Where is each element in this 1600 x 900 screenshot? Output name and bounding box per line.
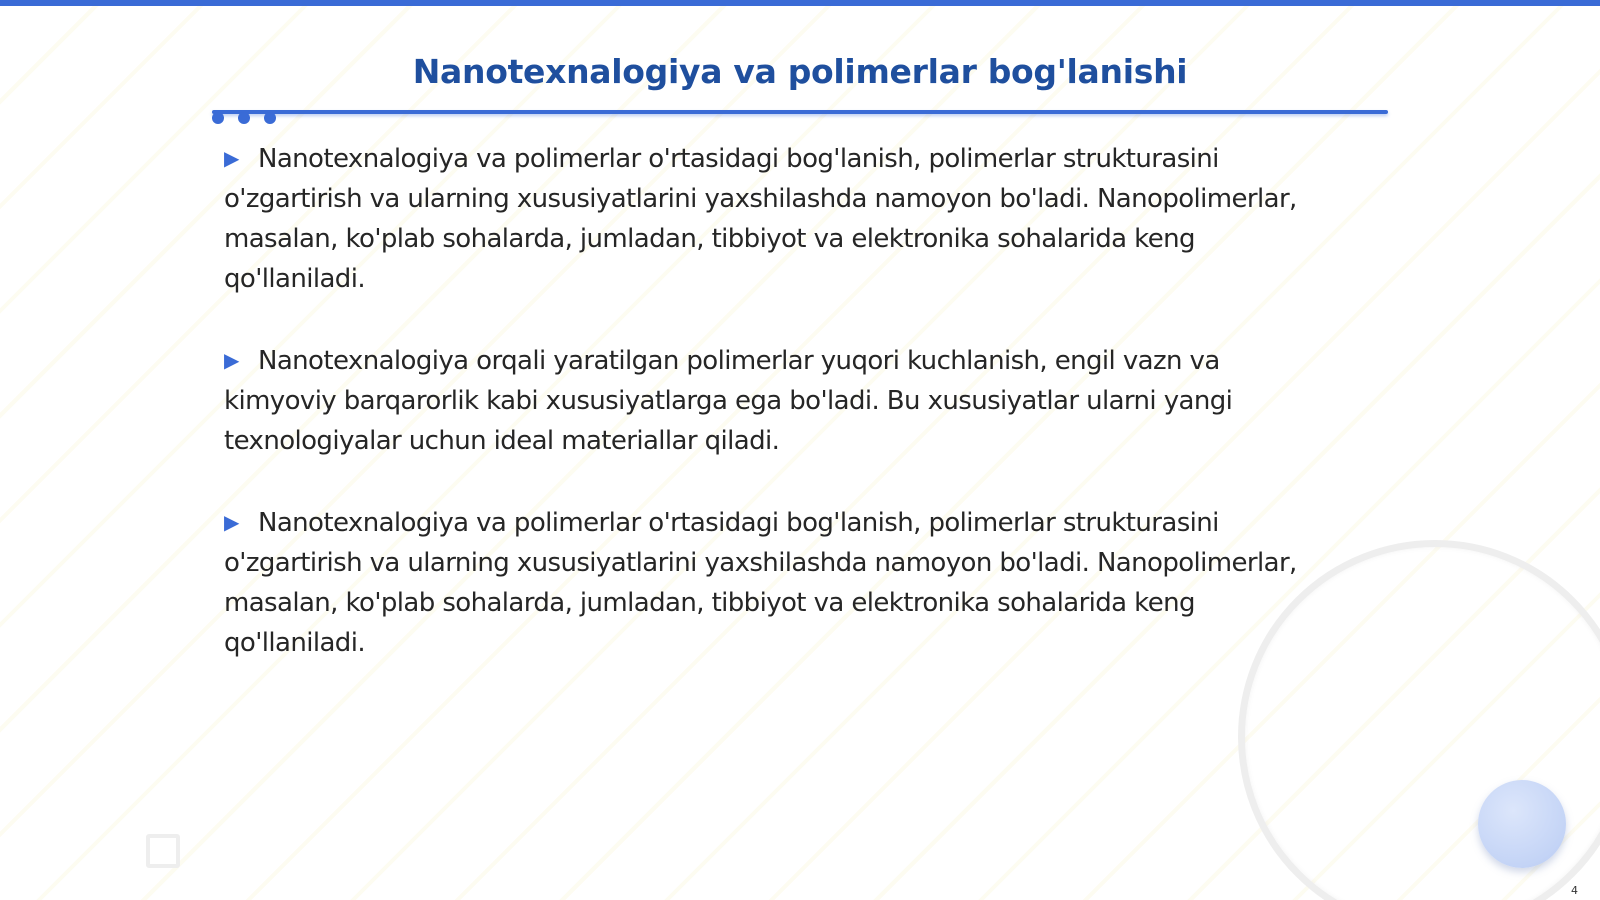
decor-dot: [238, 112, 250, 124]
bullet-paragraph-2: [224, 340, 1314, 461]
decorative-square: [146, 834, 180, 868]
title-dots-decoration: [212, 112, 276, 124]
slide-title: Nanotexnalogiya va polimerlar bog'lanishi: [412, 52, 1188, 91]
triangle-bullet-icon: ▶: [224, 510, 239, 534]
bullet-text-3: Nanotexnalogiya va polimerlar o'rtasidagi bog'lanish, polimerlar strukturasini o'zgartirish va ularning xususiyatlarini yaxshilashda namoyon bo'ladi. Nanopolimerlar, masalan, ko'plab sohalarda, jumladan, tibbiyot va elektronika sohalarida keng qo'llaniladi.: [224, 508, 1297, 658]
decor-dot: [264, 112, 276, 124]
bullet-paragraph-3: [224, 502, 1314, 663]
bullet-text-2: Nanotexnalogiya orqali yaratilgan polimerlar yuqori kuchlanish, engil vazn va kimyoviy barqarorlik kabi xususiyatlarga ega bo'ladi. Bu xususiyatlar ularni yangi texnologiyalar uchun ideal materiallar qiladi.: [224, 346, 1233, 456]
page-number: 4: [1571, 884, 1578, 897]
bullet-text-1: Nanotexnalogiya va polimerlar o'rtasidagi bog'lanish, polimerlar strukturasini o'zgartirish va ularning xususiyatlarini yaxshilashda namoyon bo'ladi. Nanopolimerlar, masalan, ko'plab sohalarda, jumladan, tibbiyot va elektronika sohalarida keng qo'llaniladi.: [224, 144, 1297, 294]
triangle-bullet-icon: ▶: [224, 348, 239, 372]
decor-dot: [212, 112, 224, 124]
title-underline: [212, 110, 1388, 114]
bullet-list: [224, 138, 1314, 704]
bullet-paragraph-1: [224, 138, 1314, 299]
triangle-bullet-icon: ▶: [224, 146, 239, 170]
top-accent-bar: [0, 0, 1600, 6]
decorative-blue-circle: [1478, 780, 1566, 868]
